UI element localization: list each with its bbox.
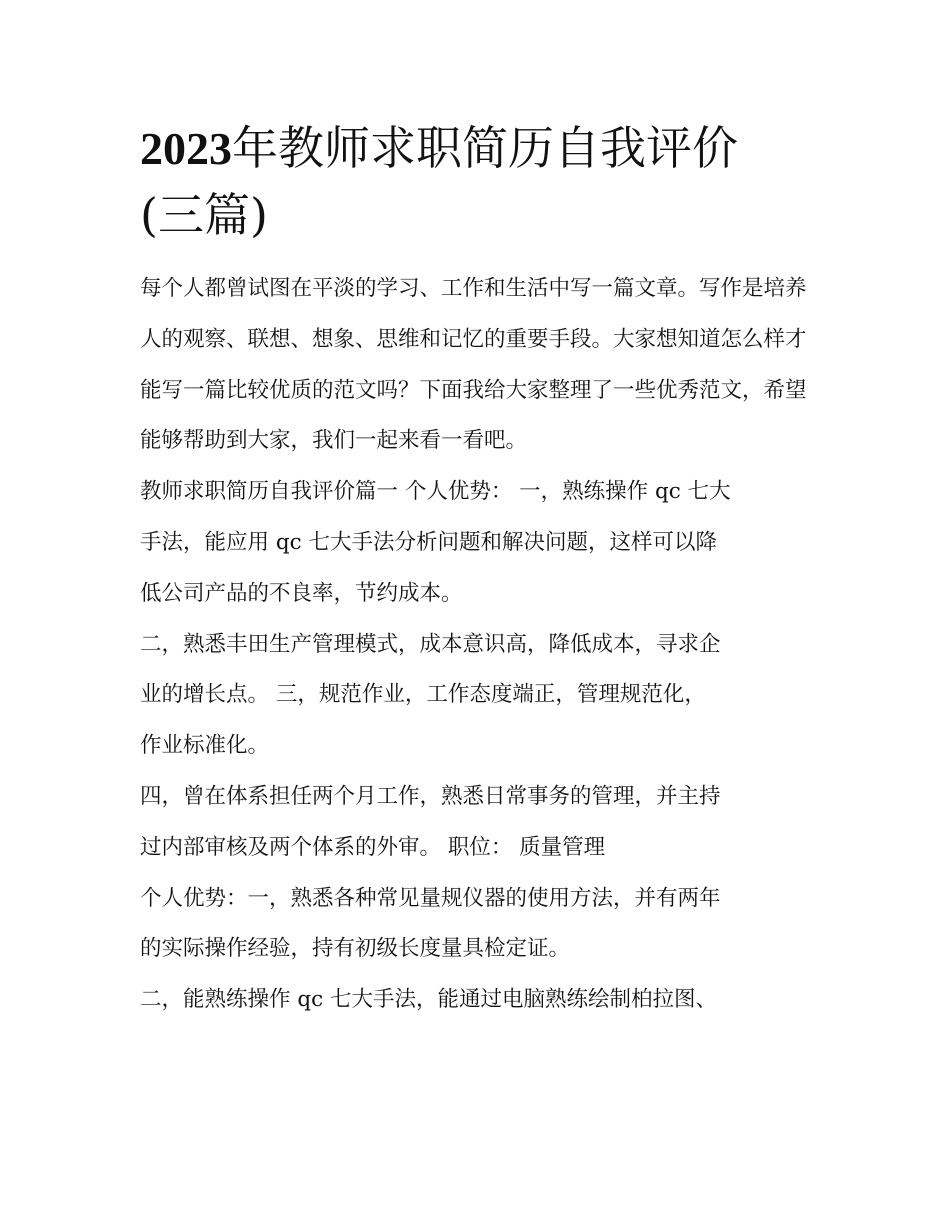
- document-title: [140, 115, 820, 248]
- title-subtitle: (三篇): [140, 188, 268, 242]
- paragraph-3: 四，曾在体系担任两个月工作，熟悉日常事务的管理，并主持 过内部审核及两个体系的外审。 职位： 质量管理: [140, 783, 721, 860]
- paragraph-2: 二，熟悉丰田生产管理模式，成本意识高，降低成本，寻求企 业的增长点。 三，规范作业，工作态度端正，管理规范化， 作业标准化。: [140, 631, 721, 759]
- paragraph-intro: 每个人都曾试图在平淡的学习、工作和生活中写一篇文章。写作是培养人的观察、联想、想象、思维和记忆的重要手段。大家想知道怎么样才能写一篇比较优质的范文吗？下面我给大家整理了一些优秀范文，希望能够帮助到大家，我们一起来看一看吧。: [140, 276, 807, 454]
- paragraph-1: 教师求职简历自我评价篇一 个人优势： 一，熟练操作 qc 七大 手法，能应用 qc 七大手法分析问题和解决问题，这样可以降 低公司产品的不良率，节约成本。: [140, 479, 731, 606]
- title-text: 年教师求职简历自我评价: [232, 121, 738, 175]
- document-page: [140, 115, 820, 1026]
- paragraph-5: 二，能熟练操作 qc 七大手法，能通过电脑熟练绘制柏拉图、: [140, 987, 717, 1013]
- document-body: [140, 264, 820, 1026]
- title-year: 2023: [140, 123, 232, 174]
- paragraph-4: 个人优势：一，熟悉各种常见量规仪器的使用方法，并有两年 的实际操作经验，持有初级长度量具检定证。: [140, 885, 721, 962]
